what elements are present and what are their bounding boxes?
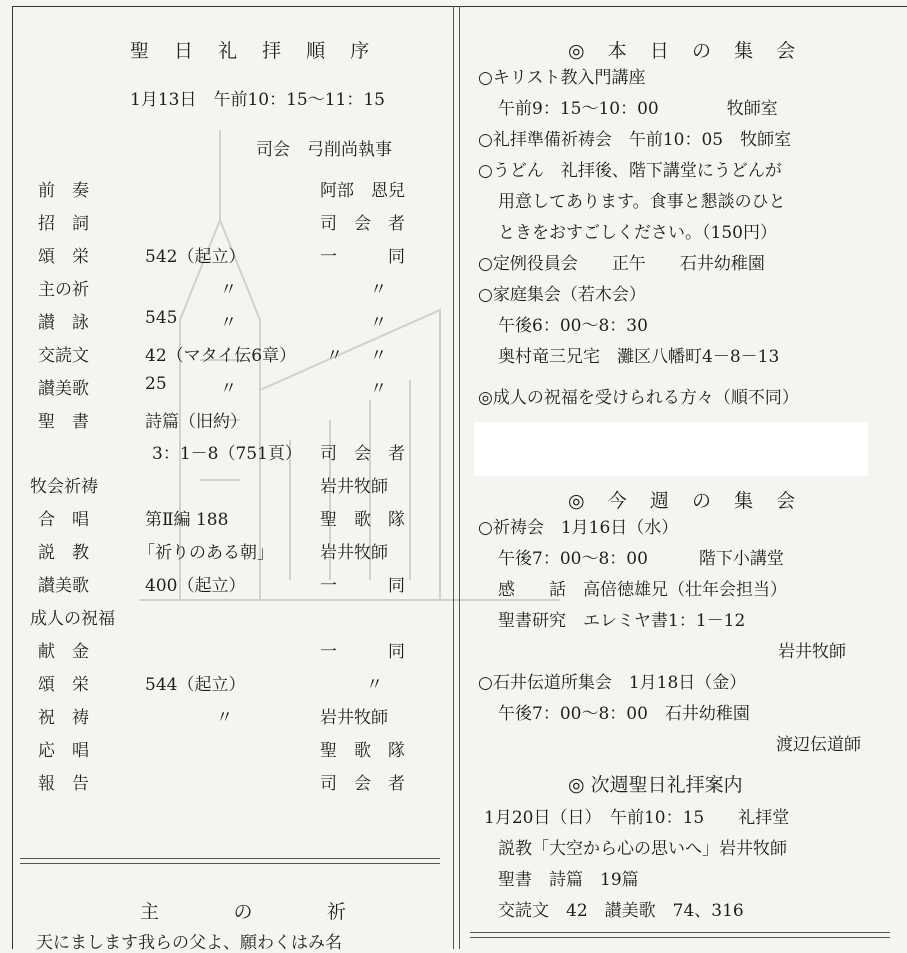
order-who: 岩井牧師	[320, 708, 388, 728]
order-label: 応 唱	[38, 741, 89, 761]
order-row	[30, 275, 440, 300]
order-label: 頌 栄	[38, 247, 89, 267]
ditto-mark: 〃	[220, 313, 237, 333]
order-who: 阿部 恩兒	[320, 181, 405, 201]
next-week-item: 聖書 詩篇 19篇	[498, 870, 639, 890]
today-item: ○キリスト教入門講座	[478, 68, 646, 88]
order-item: 25	[145, 374, 167, 394]
order-label: 頌 栄	[38, 675, 89, 695]
order-row	[30, 538, 440, 563]
order-row	[30, 341, 440, 366]
order-item: 「祈りのある朝」	[138, 543, 274, 563]
section-rule	[470, 932, 890, 938]
ditto-mark: 〃	[370, 280, 387, 300]
order-who: 一 同	[320, 247, 405, 267]
order-label: 聖 書	[38, 412, 89, 432]
order-row	[30, 242, 440, 267]
order-item: 3：1－8（751頁）	[152, 444, 302, 464]
order-row	[30, 670, 440, 695]
order-label: 讃美歌	[38, 379, 89, 399]
order-label: 祝 祷	[38, 708, 89, 728]
order-row	[30, 374, 440, 399]
week-meetings-title: ◎ 今 週 の 集 会	[568, 490, 804, 512]
order-row	[30, 637, 440, 662]
next-week-item: 1月20日（日） 午前10：15 礼拝堂	[484, 808, 790, 828]
order-who: 岩井牧師	[320, 543, 388, 563]
order-label: 前 奏	[38, 181, 89, 201]
worship-order-title: 聖 日 礼 拝 順 序	[130, 40, 379, 62]
service-date-time: 1月13日 午前10：15～11：15	[130, 90, 385, 110]
ditto-mark: 〃	[370, 346, 387, 366]
next-week-title: ◎ 次週聖日礼拝案内	[568, 774, 743, 796]
order-item: 詩篇（旧約）	[145, 412, 247, 432]
order-who: 一 同	[320, 576, 405, 596]
order-who: 司 会 者	[320, 214, 405, 234]
page-border-left	[12, 6, 13, 949]
column-divider	[453, 6, 460, 949]
prayer-title: 主 の 祈	[140, 901, 381, 923]
ditto-mark: 〃	[216, 708, 233, 728]
today-item: 午前9：15～10：00 牧師室	[498, 99, 778, 119]
order-label: 献 金	[38, 642, 89, 662]
order-who: 一 同	[320, 642, 405, 662]
ditto-mark: 〃	[326, 346, 343, 366]
order-label: 説 教	[38, 543, 89, 563]
order-label: 牧会祈祷	[30, 477, 98, 497]
order-item: 400（起立）	[145, 576, 246, 596]
order-who: 聖 歌 隊	[320, 510, 405, 530]
order-label: 讃 詠	[38, 313, 89, 333]
order-row	[30, 209, 440, 234]
order-label: 主の祈	[38, 280, 89, 300]
order-row	[30, 472, 440, 497]
week-item: 午後7：00～8：00 石井幼稚園	[498, 704, 750, 724]
today-item: ○定例役員会 正午 石井幼稚園	[478, 254, 765, 274]
order-label: 讃美歌	[38, 576, 89, 596]
week-item: 岩井牧師	[778, 642, 846, 662]
order-row	[30, 505, 440, 530]
week-item: 午後7：00～8：00 階下小講堂	[498, 549, 784, 569]
section-rule	[20, 858, 440, 864]
order-row	[30, 604, 440, 629]
order-row	[30, 703, 440, 728]
today-item: ときをおすごしください。（150円）	[498, 223, 777, 243]
order-row	[30, 571, 440, 596]
order-label: 成人の祝福	[30, 609, 115, 629]
ditto-mark: 〃	[370, 379, 387, 399]
order-who: 聖 歌 隊	[320, 741, 405, 761]
order-item: 544（起立）	[145, 675, 246, 695]
order-row	[30, 308, 440, 333]
week-item: ○石井伝道所集会 1月18日（金）	[478, 673, 747, 693]
order-row	[30, 736, 440, 761]
today-item: ○うどん 礼拝後、階下講堂にうどんが	[478, 161, 782, 181]
next-week-item: 説教「大空から心の思いへ」岩井牧師	[498, 839, 787, 859]
order-label: 交読文	[38, 346, 89, 366]
order-item: 42（マタイ伝6章）	[145, 346, 297, 366]
today-item: ○礼拝準備祈祷会 午前10：05 牧師室	[478, 130, 792, 150]
order-item: 542（起立）	[145, 247, 246, 267]
order-row	[30, 176, 440, 201]
order-who: 司 会 者	[320, 774, 405, 794]
order-row	[30, 439, 440, 464]
week-item: ○祈祷会 1月16日（水）	[478, 518, 679, 538]
ditto-mark: 〃	[220, 280, 237, 300]
prayer-first-line: 天にまします我らの父よ、願わくはみ名	[36, 933, 342, 953]
ditto-mark: 〃	[370, 313, 387, 333]
order-label: 合 唱	[38, 510, 89, 530]
blessing-title: ◎成人の祝福を受けられる方々（順不同）	[478, 388, 799, 408]
order-label: 招 詞	[38, 214, 89, 234]
week-item: 渡辺伝道師	[776, 735, 861, 755]
order-item: 第Ⅱ編 188	[145, 510, 229, 530]
presider: 司会 弓削尚執事	[256, 140, 392, 160]
ditto-mark: 〃	[366, 675, 383, 695]
today-item: 用意してあります。食事と懇談のひと	[498, 192, 786, 212]
ditto-mark: 〃	[220, 379, 237, 399]
week-item: 聖書研究 エレミヤ書1：1－12	[498, 611, 746, 631]
week-item: 感 話 高倍徳雄兄（壮年会担当）	[498, 580, 787, 600]
redaction-box	[474, 422, 868, 476]
order-row	[30, 769, 440, 794]
order-who: 岩井牧師	[320, 477, 388, 497]
order-label: 報 告	[38, 774, 89, 794]
order-who: 司 会 者	[320, 444, 405, 464]
order-item: 545	[145, 308, 178, 328]
today-item: ○家庭集会（若木会）	[478, 285, 646, 305]
order-row	[30, 407, 440, 432]
today-meetings-title: ◎ 本 日 の 集 会	[568, 40, 804, 62]
today-item: 午後6：00～8：30	[498, 316, 648, 336]
next-week-item: 交読文 42 讃美歌 74、316	[498, 901, 744, 921]
today-item: 奥村竜三兄宅 灘区八幡町4－8－13	[498, 347, 780, 367]
